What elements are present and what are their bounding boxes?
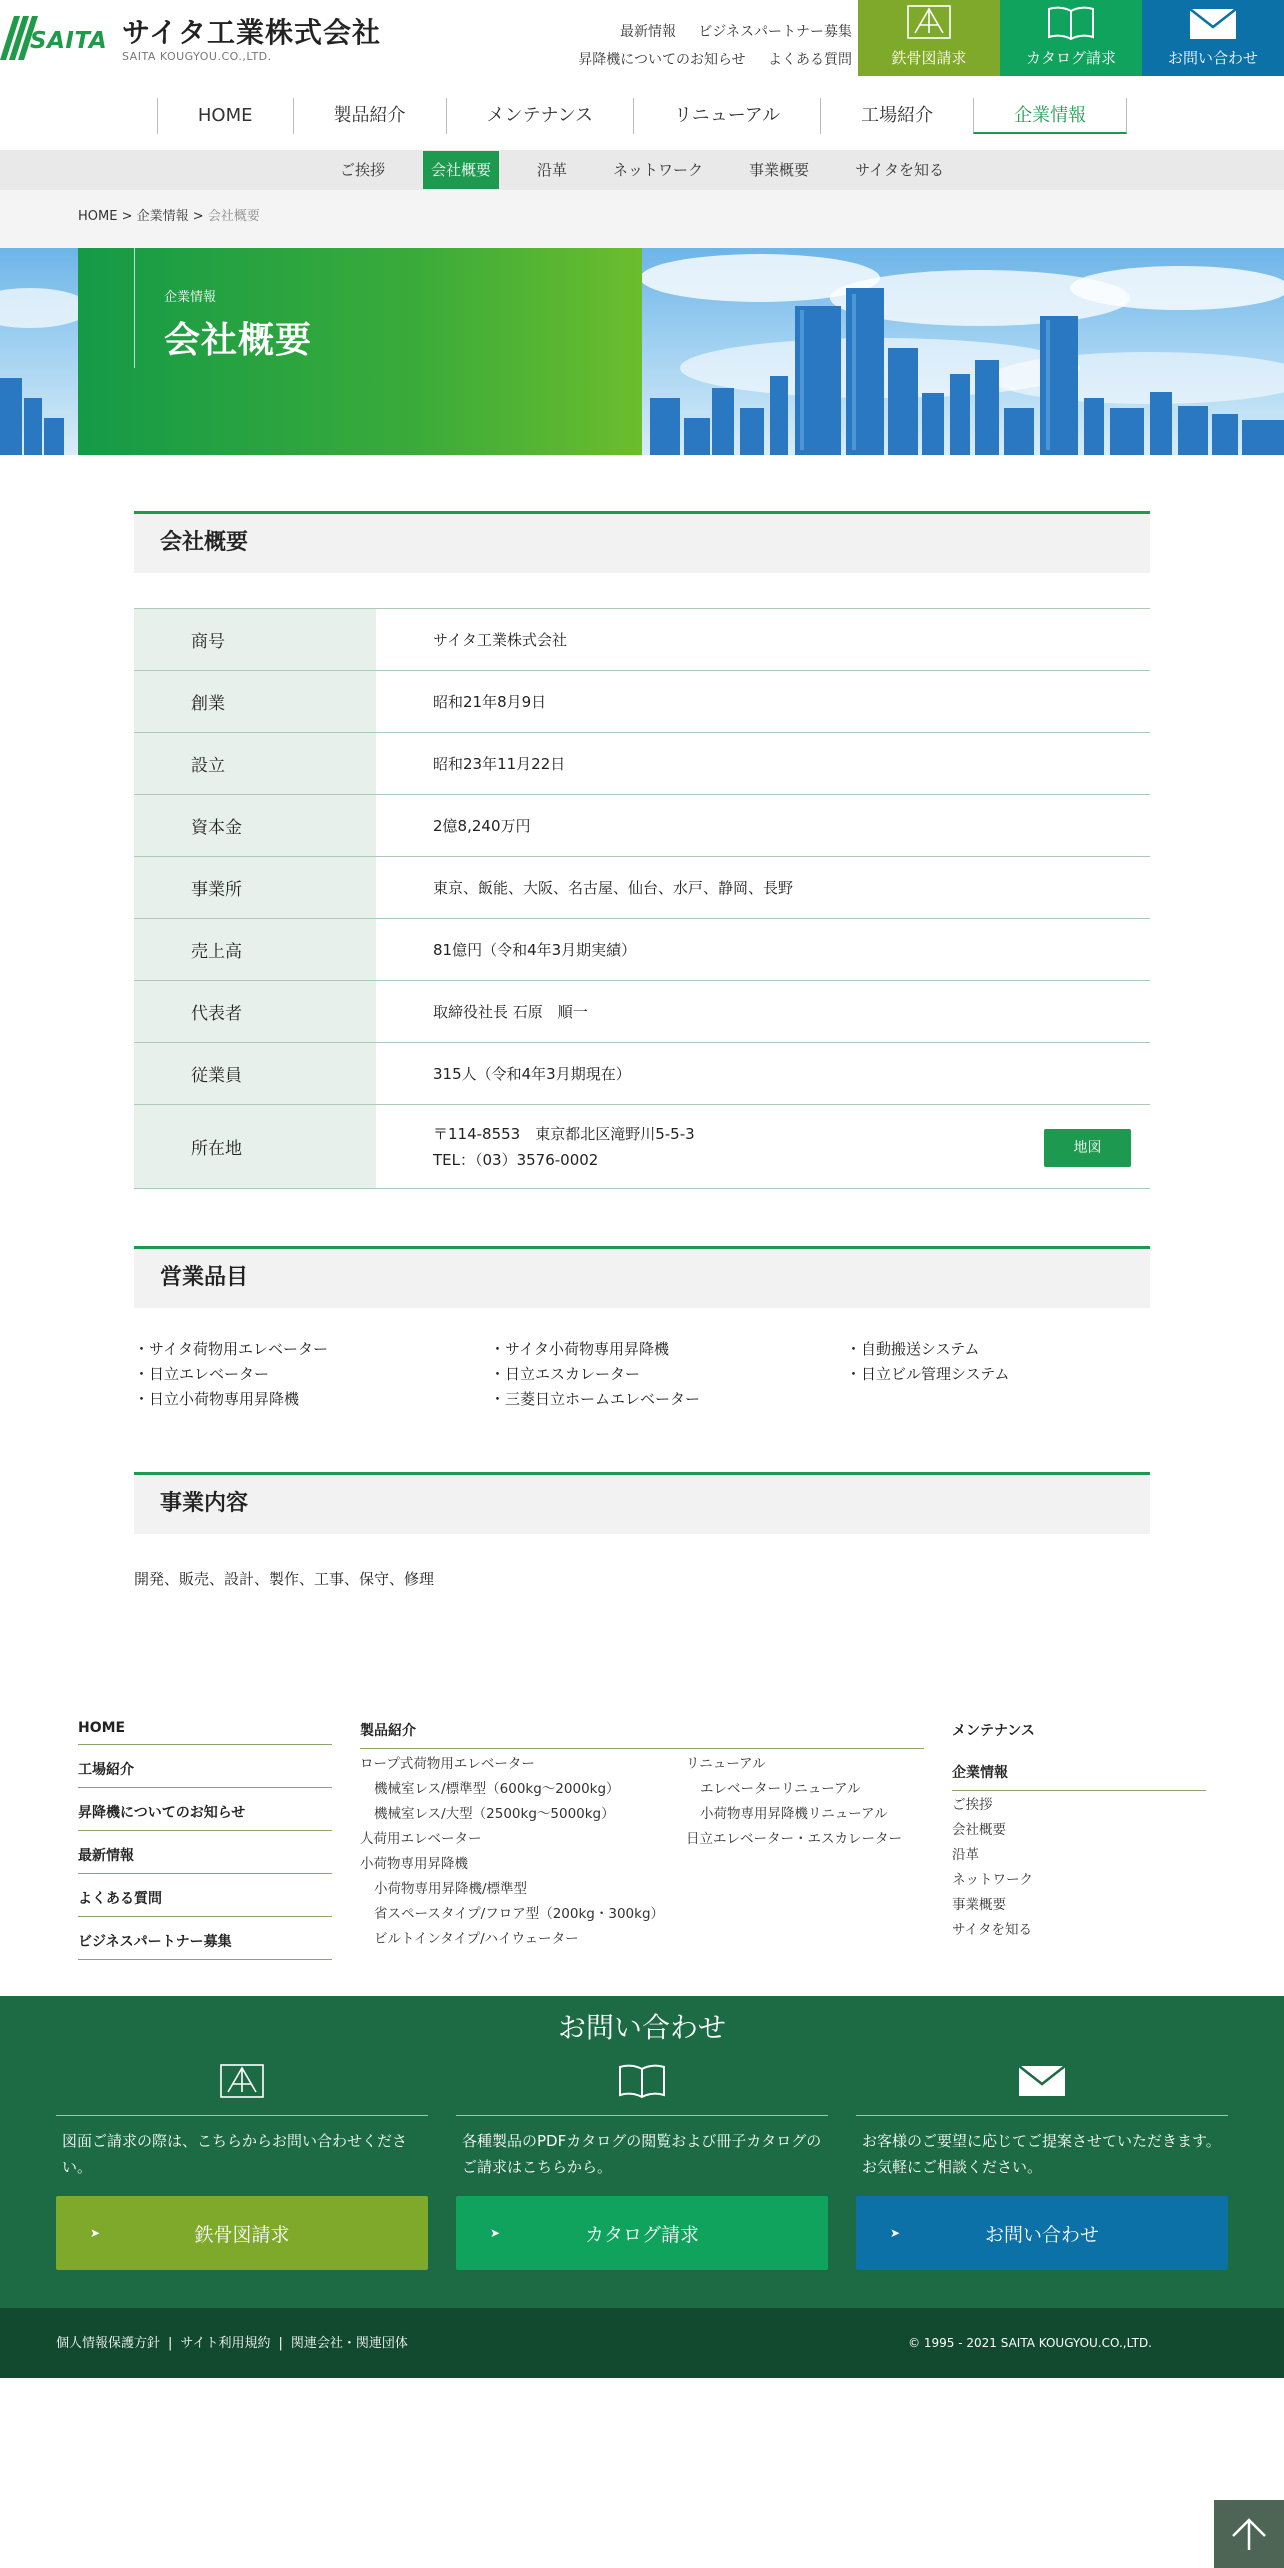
- arrow-up-icon: [1230, 2516, 1268, 2552]
- header-blueprint-button[interactable]: [858, 0, 1000, 76]
- row-label: 事業所: [134, 857, 376, 919]
- footer-sitemap: [0, 1720, 1284, 1976]
- row-value: サイタ工業株式会社: [433, 631, 567, 649]
- utility-links: [560, 18, 852, 74]
- mail-icon: [1188, 7, 1238, 41]
- row-label: 資本金: [134, 795, 376, 857]
- sitemap-col-company: [952, 1720, 1206, 1943]
- sitemap-link-company[interactable]: 企業情報: [952, 1762, 1206, 1791]
- map-button[interactable]: 地図: [1044, 1129, 1131, 1167]
- contact-text: 図面ご請求の際は、こちらからお問い合わせください。: [62, 2132, 408, 2176]
- button-label: カタログ請求: [584, 2223, 699, 2246]
- list-item: ・日立エスカレーター: [490, 1365, 641, 1383]
- sitemap-products-right: [686, 1752, 902, 1852]
- sitemap-link[interactable]: 機械室レス/大型（2500kg〜5000kg）: [374, 1806, 615, 1822]
- header-blueprint-label: 鉄骨図請求: [891, 49, 967, 67]
- page-hero: [0, 248, 1284, 455]
- list-item: ・サイタ小荷物専用昇降機: [490, 1340, 669, 1358]
- footer-links: [56, 2332, 408, 2351]
- sitemap-link-news[interactable]: 最新情報: [78, 1845, 332, 1874]
- row-value-address: [376, 1105, 1150, 1189]
- row-value: 昭和23年11月22日: [433, 755, 566, 773]
- book-icon: [617, 2063, 667, 2099]
- address-line: 〒114-8553 東京都北区滝野川5-5-3: [433, 1124, 695, 1143]
- row-label: 商号: [134, 609, 376, 671]
- button-label: お問い合わせ: [984, 2223, 1099, 2246]
- breadcrumb-sep: >: [188, 209, 208, 224]
- breadcrumb: [0, 190, 1284, 248]
- contact-text: 各種製品のPDFカタログの閲覧および冊子カタログのご請求はこちらから。: [462, 2132, 822, 2176]
- contact-icon-wrap: [56, 2054, 428, 2116]
- sitemap-link[interactable]: ご挨拶: [952, 1797, 993, 1813]
- sitemap-link[interactable]: 会社概要: [952, 1822, 1006, 1838]
- blueprint-request-button[interactable]: [56, 2196, 428, 2270]
- row-label: 売上高: [134, 919, 376, 981]
- page-top-button[interactable]: [1214, 2500, 1284, 2568]
- footer-link-separator: |: [278, 2336, 283, 2351]
- sitemap-link[interactable]: ビルトインタイプ/ハイウェーター: [374, 1931, 579, 1947]
- sub-nav: [0, 150, 1284, 190]
- contact-icon-wrap: [856, 2054, 1228, 2116]
- list-item: ・日立小荷物専用昇降機: [134, 1390, 300, 1408]
- table-row: [134, 1043, 1150, 1105]
- subnav-business[interactable]: 事業概要: [749, 161, 810, 179]
- subnav-profile[interactable]: 会社概要: [423, 151, 499, 189]
- contact-band: [0, 1996, 1284, 2308]
- products-section-heading: 営業品目: [134, 1246, 1150, 1308]
- row-label: 所在地: [134, 1105, 376, 1189]
- breadcrumb-home[interactable]: HOME: [78, 209, 118, 224]
- footer-link-separator: |: [168, 2336, 173, 2351]
- table-row: [134, 857, 1150, 919]
- page-title: 会社概要: [164, 320, 313, 361]
- arrow-icon: ➤: [90, 2226, 101, 2240]
- breadcrumb-sep: >: [117, 209, 137, 224]
- sitemap-link[interactable]: 機械室レス/標準型（600kg〜2000kg）: [374, 1781, 620, 1797]
- row-value: 2億8,240万円: [433, 817, 531, 835]
- footer-bottom-bar: [0, 2308, 1284, 2378]
- sitemap-col-products: [360, 1720, 924, 1947]
- row-value: 昭和21年8月9日: [433, 693, 547, 711]
- hero-category: 企業情報: [164, 290, 217, 305]
- row-label: 代表者: [134, 981, 376, 1043]
- contact-col-inquiry: [856, 2054, 1228, 2270]
- util-link-notice[interactable]: 昇降機についてのお知らせ: [578, 52, 746, 68]
- breadcrumb-current: 会社概要: [207, 209, 260, 224]
- phone-line: TEL：（03）3576-0002: [433, 1150, 599, 1169]
- profile-table: [134, 608, 1150, 1189]
- contact-col-blueprint: [56, 2054, 428, 2270]
- table-row-address: [134, 1105, 1150, 1189]
- sitemap-col-main: [78, 1720, 332, 1974]
- subnav-about[interactable]: サイタを知る: [855, 161, 945, 179]
- row-value: 東京、飯能、大阪、名古屋、仙台、水戸、静岡、長野: [433, 879, 794, 897]
- header-contact-button[interactable]: [1142, 0, 1284, 76]
- contact-text: お客様のご要望に応じてご提案させていただきます。お気軽にご相談ください。: [862, 2132, 1221, 2176]
- logo-word: SAITA: [30, 28, 108, 54]
- sitemap-link-notice[interactable]: 昇降機についてのお知らせ: [78, 1802, 332, 1831]
- subnav-greeting[interactable]: ご挨拶: [339, 161, 385, 179]
- blueprint-icon: [218, 2061, 266, 2101]
- company-name-en: SAITA KOUGYOU.CO.,LTD.: [122, 50, 272, 63]
- header-cta-group: [858, 0, 1284, 76]
- gnav-company[interactable]: 企業情報: [973, 98, 1127, 134]
- sitemap-company-list: [952, 1793, 1206, 1943]
- table-row: [134, 671, 1150, 733]
- site-header: [0, 0, 1284, 76]
- global-nav: [0, 98, 1284, 134]
- list-item: ・サイタ荷物用エレベーター: [134, 1340, 328, 1358]
- row-value: 315人（令和4年3月期現在）: [433, 1065, 631, 1083]
- sitemap-link[interactable]: 日立エレベーター・エスカレーター: [686, 1831, 902, 1847]
- row-value: 81億円（令和4年3月期実績）: [433, 941, 637, 959]
- sitemap-link-faq[interactable]: よくある質問: [78, 1888, 332, 1917]
- table-row: [134, 919, 1150, 981]
- sitemap-link[interactable]: 小荷物専用昇降機: [360, 1856, 468, 1872]
- arrow-icon: ➤: [490, 2226, 501, 2240]
- header-catalog-button[interactable]: [1000, 0, 1142, 76]
- footer-link-terms[interactable]: サイト利用規約: [180, 2336, 271, 2351]
- sitemap-products-left: [360, 1752, 664, 1952]
- inquiry-button[interactable]: [856, 2196, 1228, 2270]
- row-label: 創業: [134, 671, 376, 733]
- logo-text: [122, 16, 381, 63]
- arrow-icon: ➤: [890, 2226, 901, 2240]
- sitemap-link-factory[interactable]: 工場紹介: [78, 1759, 332, 1788]
- list-item: ・日立エレベーター: [134, 1365, 270, 1383]
- sitemap-link[interactable]: リニューアル: [686, 1756, 766, 1772]
- company-name-jp: サイタ工業株式会社: [122, 16, 382, 49]
- sitemap-link-products[interactable]: 製品紹介: [360, 1720, 924, 1749]
- header-catalog-label: カタログ請求: [1025, 49, 1116, 67]
- mail-icon: [1017, 2064, 1067, 2098]
- util-link-partner[interactable]: ビジネスパートナー募集: [698, 24, 852, 40]
- contact-icon-wrap: [456, 2054, 828, 2116]
- breadcrumb-parent[interactable]: 企業情報: [136, 209, 189, 224]
- gnav-renewal[interactable]: リニューアル: [633, 98, 820, 134]
- contact-title: お問い合わせ: [557, 2011, 726, 2044]
- hero-divider: [134, 248, 135, 368]
- site-logo[interactable]: [0, 16, 381, 63]
- row-label: 従業員: [134, 1043, 376, 1105]
- product-list: [134, 1338, 1150, 1409]
- profile-section-heading: 会社概要: [134, 511, 1150, 573]
- sitemap-link[interactable]: 小荷物専用昇降機リニューアル: [700, 1806, 888, 1822]
- row-value: 取締役社長 石原 順一: [433, 1003, 588, 1021]
- sitemap-link[interactable]: サイタを知る: [952, 1922, 1033, 1938]
- row-label: 設立: [134, 733, 376, 795]
- sitemap-link[interactable]: ロープ式荷物用エレベーター: [360, 1756, 535, 1772]
- sitemap-link[interactable]: 小荷物専用昇降機/標準型: [374, 1881, 528, 1897]
- gnav-factory[interactable]: 工場紹介: [820, 98, 973, 134]
- gnav-maintenance[interactable]: メンテナンス: [446, 98, 634, 134]
- button-label: 鉄骨図請求: [194, 2223, 290, 2246]
- blueprint-icon: [905, 3, 953, 41]
- list-item: ・自動搬送システム: [846, 1340, 980, 1358]
- subnav-history[interactable]: 沿革: [537, 161, 568, 179]
- sitemap-link[interactable]: 沿革: [952, 1847, 979, 1863]
- footer-link-privacy[interactable]: 個人情報保護方針: [56, 2336, 161, 2351]
- book-icon: [1046, 5, 1096, 41]
- sitemap-link-home[interactable]: HOME: [78, 1720, 332, 1745]
- logo-mark: [0, 16, 110, 60]
- copyright: © 1995 - 2021 SAITA KOUGYOU.CO.,LTD.: [908, 2336, 1152, 2350]
- catalog-request-button[interactable]: [456, 2196, 828, 2270]
- subnav-network[interactable]: ネットワーク: [613, 161, 704, 179]
- header-contact-label: お問い合わせ: [1167, 49, 1258, 67]
- business-description: 開発、販売、設計、製作、工事、保守、修理: [134, 1570, 435, 1588]
- sitemap-link-partner[interactable]: ビジネスパートナー募集: [78, 1931, 332, 1960]
- util-link-news[interactable]: 最新情報: [619, 24, 676, 40]
- hero-title-panel: [78, 248, 642, 455]
- sitemap-link[interactable]: 人荷用エレベーター: [360, 1831, 482, 1847]
- util-link-faq[interactable]: よくある質問: [768, 52, 852, 68]
- gnav-products[interactable]: 製品紹介: [293, 98, 446, 134]
- gnav-home[interactable]: HOME: [157, 98, 293, 134]
- table-row: [134, 609, 1150, 671]
- table-row: [134, 795, 1150, 857]
- sitemap-link[interactable]: ネットワーク: [952, 1872, 1033, 1888]
- list-item: ・日立ビル管理システム: [846, 1365, 1010, 1383]
- sitemap-link[interactable]: エレベーターリニューアル: [700, 1781, 861, 1797]
- table-row: [134, 733, 1150, 795]
- sitemap-link[interactable]: 省スペースタイプ/フロア型（200kg・300kg）: [374, 1906, 665, 1922]
- contact-col-catalog: [456, 2054, 828, 2270]
- sitemap-link-maintenance[interactable]: メンテナンス: [952, 1723, 1035, 1739]
- business-section-heading: 事業内容: [134, 1472, 1150, 1534]
- table-row: [134, 981, 1150, 1043]
- list-item: ・三菱日立ホームエレベーター: [490, 1390, 701, 1408]
- footer-link-affiliates[interactable]: 関連会社・関連団体: [290, 2336, 408, 2351]
- sitemap-link[interactable]: 事業概要: [952, 1897, 1006, 1913]
